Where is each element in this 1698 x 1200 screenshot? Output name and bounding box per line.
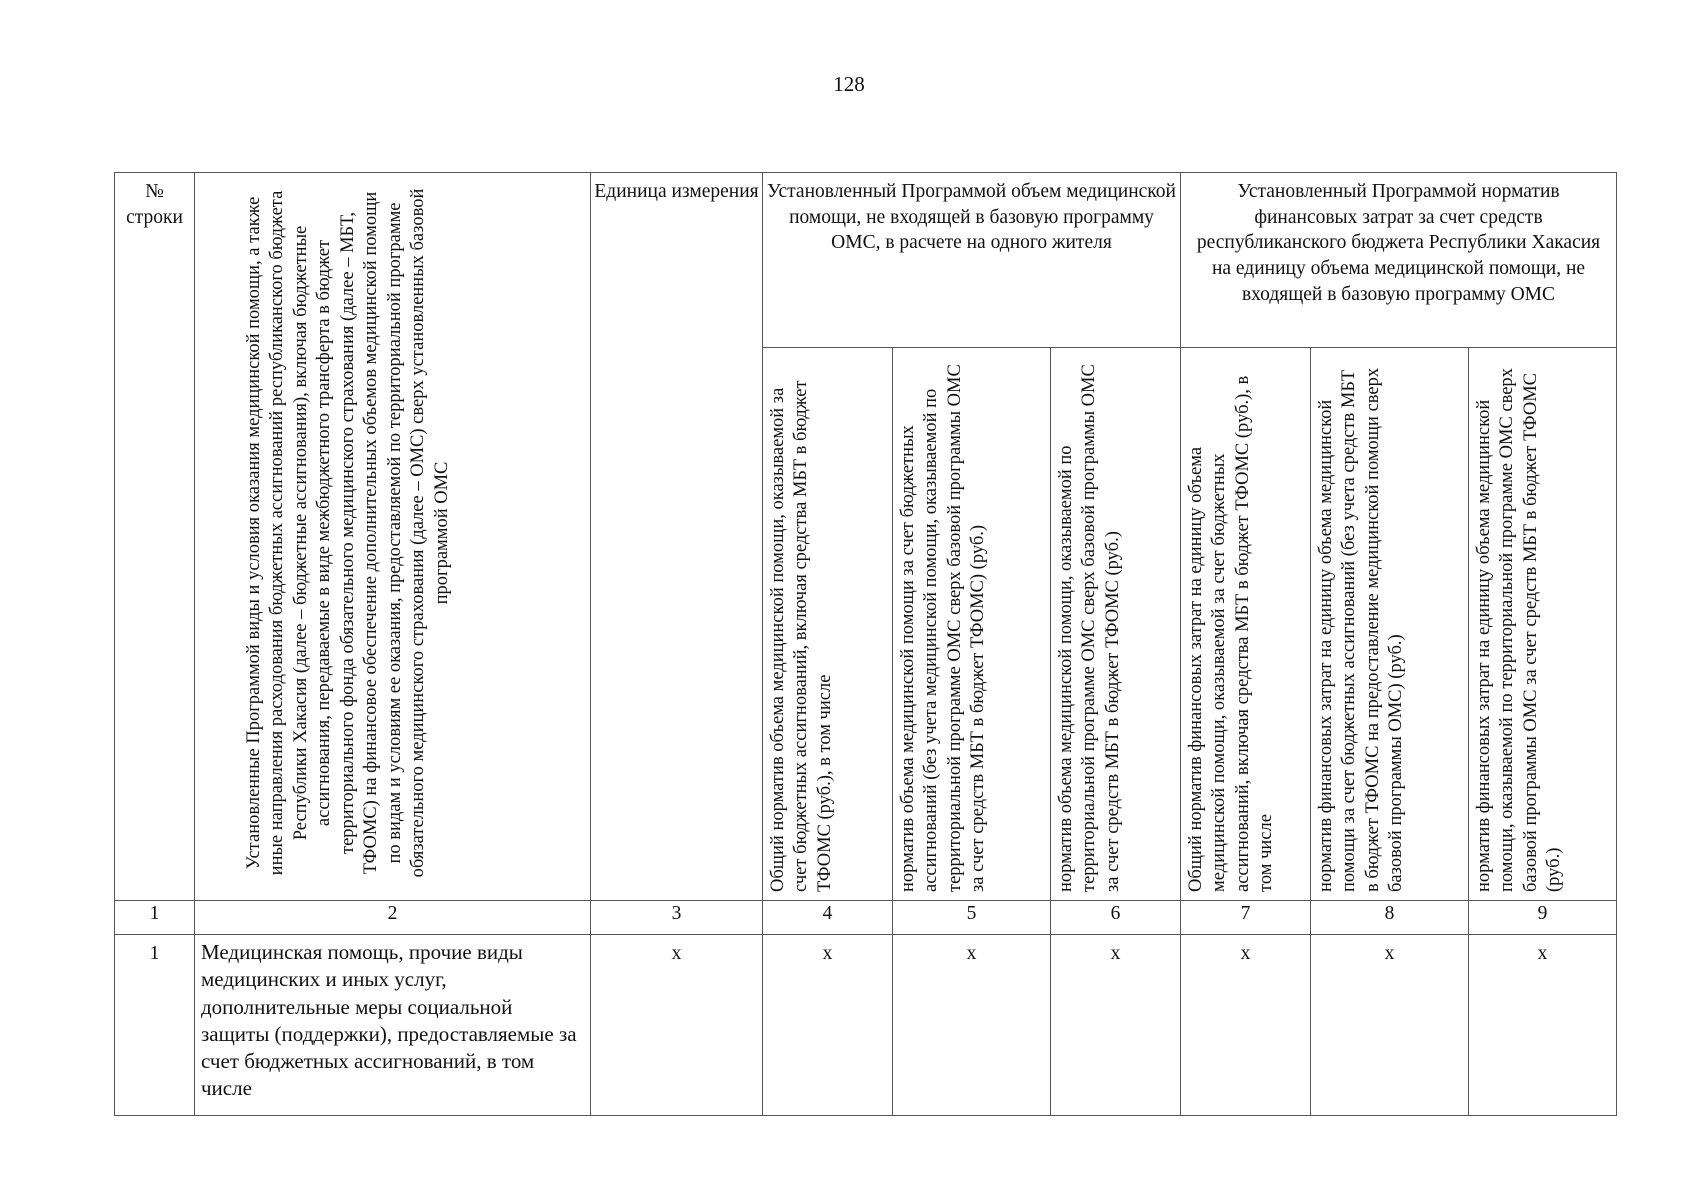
column-number: 9 — [1469, 901, 1617, 935]
column-number: 8 — [1311, 901, 1469, 935]
row-value: х — [1469, 935, 1617, 1116]
column-number: 7 — [1181, 901, 1311, 935]
row-value: х — [591, 935, 763, 1116]
header-col6-rotated — [1051, 348, 1181, 900]
column-number: 6 — [1051, 901, 1181, 935]
header-description-text: Установленные Программой виды и условия оказания медицинской помощи, а также иные направления расходования бюджетных ассигнований республиканского бюджета Республики Хакасия (далее – бюджетные ассигнования), включая бюджетные ассигнования, передаваемые в виде межбюджетного трансферта в бюджет территориального фонда обязательного медицинского страхования (далее – МБТ, ТФОМС) на финансовое обеспечение дополнительных объемов медицинской помощи по видам и условиям ее оказания, предоставляемой по территориальной программе обязательного медицинского страхования (далее – ОМС) сверх установленных базовой программой ОМС — [244, 188, 452, 878]
header-col4 — [763, 348, 893, 901]
header-col6-text: норматив объема медицинской помощи, оказываемой по территориальной программе ОМС сверх базовой программы ОМС за счет средств МБТ в бюджет ТФОМС (руб.) — [1056, 364, 1123, 892]
header-col8-text: норматив финансовых затрат на единицу объема медицинской помощи за счет бюджетных ассигнований (без учета средств МБТ в бюджет ТФОМС на предоставление медицинской помощи сверх базовой программы ОМС) (руб.) — [1316, 367, 1407, 892]
norms-table — [114, 172, 1617, 1116]
header-col9 — [1469, 348, 1617, 901]
header-col5-rotated — [893, 348, 1051, 900]
column-number-row — [115, 901, 1617, 935]
column-number: 4 — [763, 901, 893, 935]
header-group-volume: Установленный Программой объем медицинской помощи, не входящей в базовую программу ОМС, в расчете на одного жителя — [763, 173, 1181, 348]
header-description-rotated — [195, 173, 591, 893]
header-col7-rotated — [1181, 348, 1311, 900]
header-col8-rotated — [1311, 348, 1469, 900]
row-number: 1 — [115, 935, 195, 1116]
row-value: х — [893, 935, 1051, 1116]
row-value: х — [1051, 935, 1181, 1116]
header-col5 — [893, 348, 1051, 901]
header-col7 — [1181, 348, 1311, 901]
row-value: х — [1181, 935, 1311, 1116]
header-description — [195, 173, 591, 901]
header-col8 — [1311, 348, 1469, 901]
column-number: 2 — [195, 901, 591, 935]
header-col9-text: норматив финансовых затрат на единицу объема медицинской помощи, оказываемой по территориальной программе ОМС сверх базовой программы ОМС за счет средств МБТ в бюджет ТФОМС (руб.) — [1474, 368, 1565, 892]
header-col4-text: Общий норматив объема медицинской помощи, оказываемой за счет бюджетных ассигнований, включая средства МБТ в бюджет ТФОМС (руб.), в том числе — [768, 380, 835, 892]
page-number: 128 — [833, 72, 865, 96]
header-row-1 — [115, 173, 1617, 348]
header-col7-text: Общий норматив финансовых затрат на единицу объема медицинской помощи, оказываемой за счет бюджетных ассигнований, включая средства МБТ в бюджет ТФОМС (руб.), в том числе — [1186, 375, 1277, 892]
column-number: 5 — [893, 901, 1051, 935]
row-description: Медицинская помощь, прочие виды медицинских и иных услуг, дополнительные меры социальной защиты (поддержки), предоставляемые за счет бюджетных ассигнований, в том числе — [195, 935, 591, 1116]
row-value: х — [1311, 935, 1469, 1116]
header-row-no: № строки — [115, 173, 195, 901]
table-row — [115, 935, 1617, 1116]
header-group-cost: Установленный Программой норматив финансовых затрат за счет средств республиканского бюджета Республики Хакасия на единицу объема медицинской помощи, не входящей в базовую программу ОМС — [1181, 173, 1617, 348]
header-unit: Единица измерения — [591, 173, 763, 901]
column-number: 3 — [591, 901, 763, 935]
header-col4-rotated — [763, 348, 893, 900]
header-col5-text: норматив объема медицинской помощи за счет бюджетных ассигнований (без учета медицинской помощи, оказываемой по территориальной программе ОМС сверх базовой программы ОМС за счет средств МБТ в бюджет ТФОМС) (руб.) — [898, 364, 989, 892]
header-col9-rotated — [1469, 348, 1617, 900]
column-number: 1 — [115, 901, 195, 935]
header-col6 — [1051, 348, 1181, 901]
row-value: х — [763, 935, 893, 1116]
